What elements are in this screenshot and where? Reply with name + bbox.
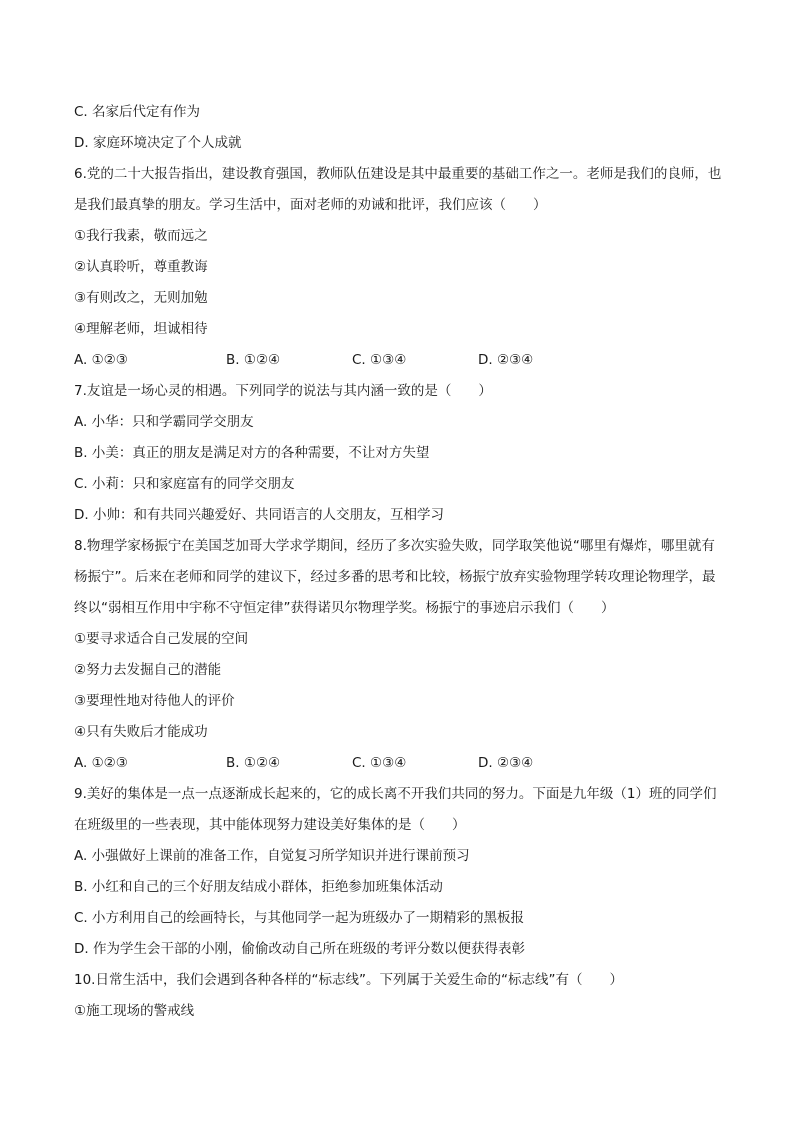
q7-option-a: A. 小华：只和学霸同学交朋友	[74, 414, 254, 430]
q8-item-1: ①要寻求适合自己发展的空间	[74, 631, 249, 647]
q9-option-a: A. 小强做好上课前的准备工作，自觉复习所学知识并进行课前预习	[74, 848, 470, 864]
q6-item-1: ①我行我素，敬而远之	[74, 228, 208, 244]
q6-item-2: ②认真聆听，尊重教诲	[74, 259, 208, 275]
q6-item-4: ④理解老师，坦诚相待	[74, 321, 208, 337]
q6-option-c: C. ①③④	[352, 352, 407, 368]
q7-option-b: B. 小美：真正的朋友是满足对方的各种需要，不让对方失望	[74, 445, 430, 461]
q6-item-3: ③有则改之，无则加勉	[74, 290, 208, 306]
q6-option-d: D. ②③④	[478, 352, 534, 368]
q9-option-d: D. 作为学生会干部的小刚，偷偷改动自己所在班级的考评分数以便获得表彰	[74, 941, 525, 957]
q9-stem: 9.美好的集体是一点一点逐渐成长起来的，它的成长离不开我们共同的努力。下面是九年级（1）班的同学们在班级里的一些表现，其中能体现努力建设美好集体的是（ ）	[74, 786, 717, 833]
q5-option-c: C. 名家后代定有作为	[74, 104, 201, 120]
q6-option-b: B. ①②④	[226, 352, 281, 368]
q7-option-d: D. 小帅：和有共同兴趣爱好、共同语言的人交朋友，互相学习	[74, 507, 444, 523]
q9-option-b: B. 小红和自己的三个好朋友结成小群体，拒绝参加班集体活动	[74, 879, 443, 895]
q6-stem: 6.党的二十大报告指出，建设教育强国，教师队伍建设是其中最重要的基础工作之一。老师是我们的良师，也是我们最真挚的朋友。学习生活中，面对老师的劝诫和批评，我们应该（ ）	[74, 166, 722, 213]
q6-options	[74, 350, 726, 370]
q8-item-4: ④只有失败后才能成功	[74, 724, 208, 740]
q10-item-1: ①施工现场的警戒线	[74, 1003, 195, 1019]
q6-option-a: A. ①②③	[74, 352, 128, 368]
q5-option-d: D. 家庭环境决定了个人成就	[74, 135, 242, 151]
q7-stem: 7.友谊是一场心灵的相遇。下列同学的说法与其内涵一致的是（ ）	[74, 383, 492, 399]
q8-options	[74, 753, 726, 773]
q8-option-b: B. ①②④	[226, 755, 281, 771]
q8-option-d: D. ②③④	[478, 755, 534, 771]
q7-option-c: C. 小莉：只和家庭富有的同学交朋友	[74, 476, 295, 492]
q9-option-c: C. 小方利用自己的绘画特长，与其他同学一起为班级办了一期精彩的黑板报	[74, 910, 525, 926]
q8-item-2: ②努力去发掘自己的潜能	[74, 662, 222, 678]
q8-stem: 8.物理学家杨振宁在美国芝加哥大学求学期间，经历了多次实验失败，同学取笑他说“哪里有爆炸，哪里就有杨振宁”。后来在老师和同学的建议下，经过多番的思考和比较，杨振宁放弃实验物理学转攻理论物理学，最终以“弱相互作用中宇称不守恒定律”获得诺贝尔物理学奖。杨振宁的事迹启示我们（ ）	[74, 538, 716, 616]
q10-stem: 10.日常生活中，我们会遇到各种各样的“标志线”。下列属于关爱生命的“标志线”有（ ）	[74, 972, 623, 988]
q8-option-a: A. ①②③	[74, 755, 128, 771]
q8-item-3: ③要理性地对待他人的评价	[74, 693, 235, 709]
exam-page	[74, 102, 726, 1032]
q8-option-c: C. ①③④	[352, 755, 407, 771]
